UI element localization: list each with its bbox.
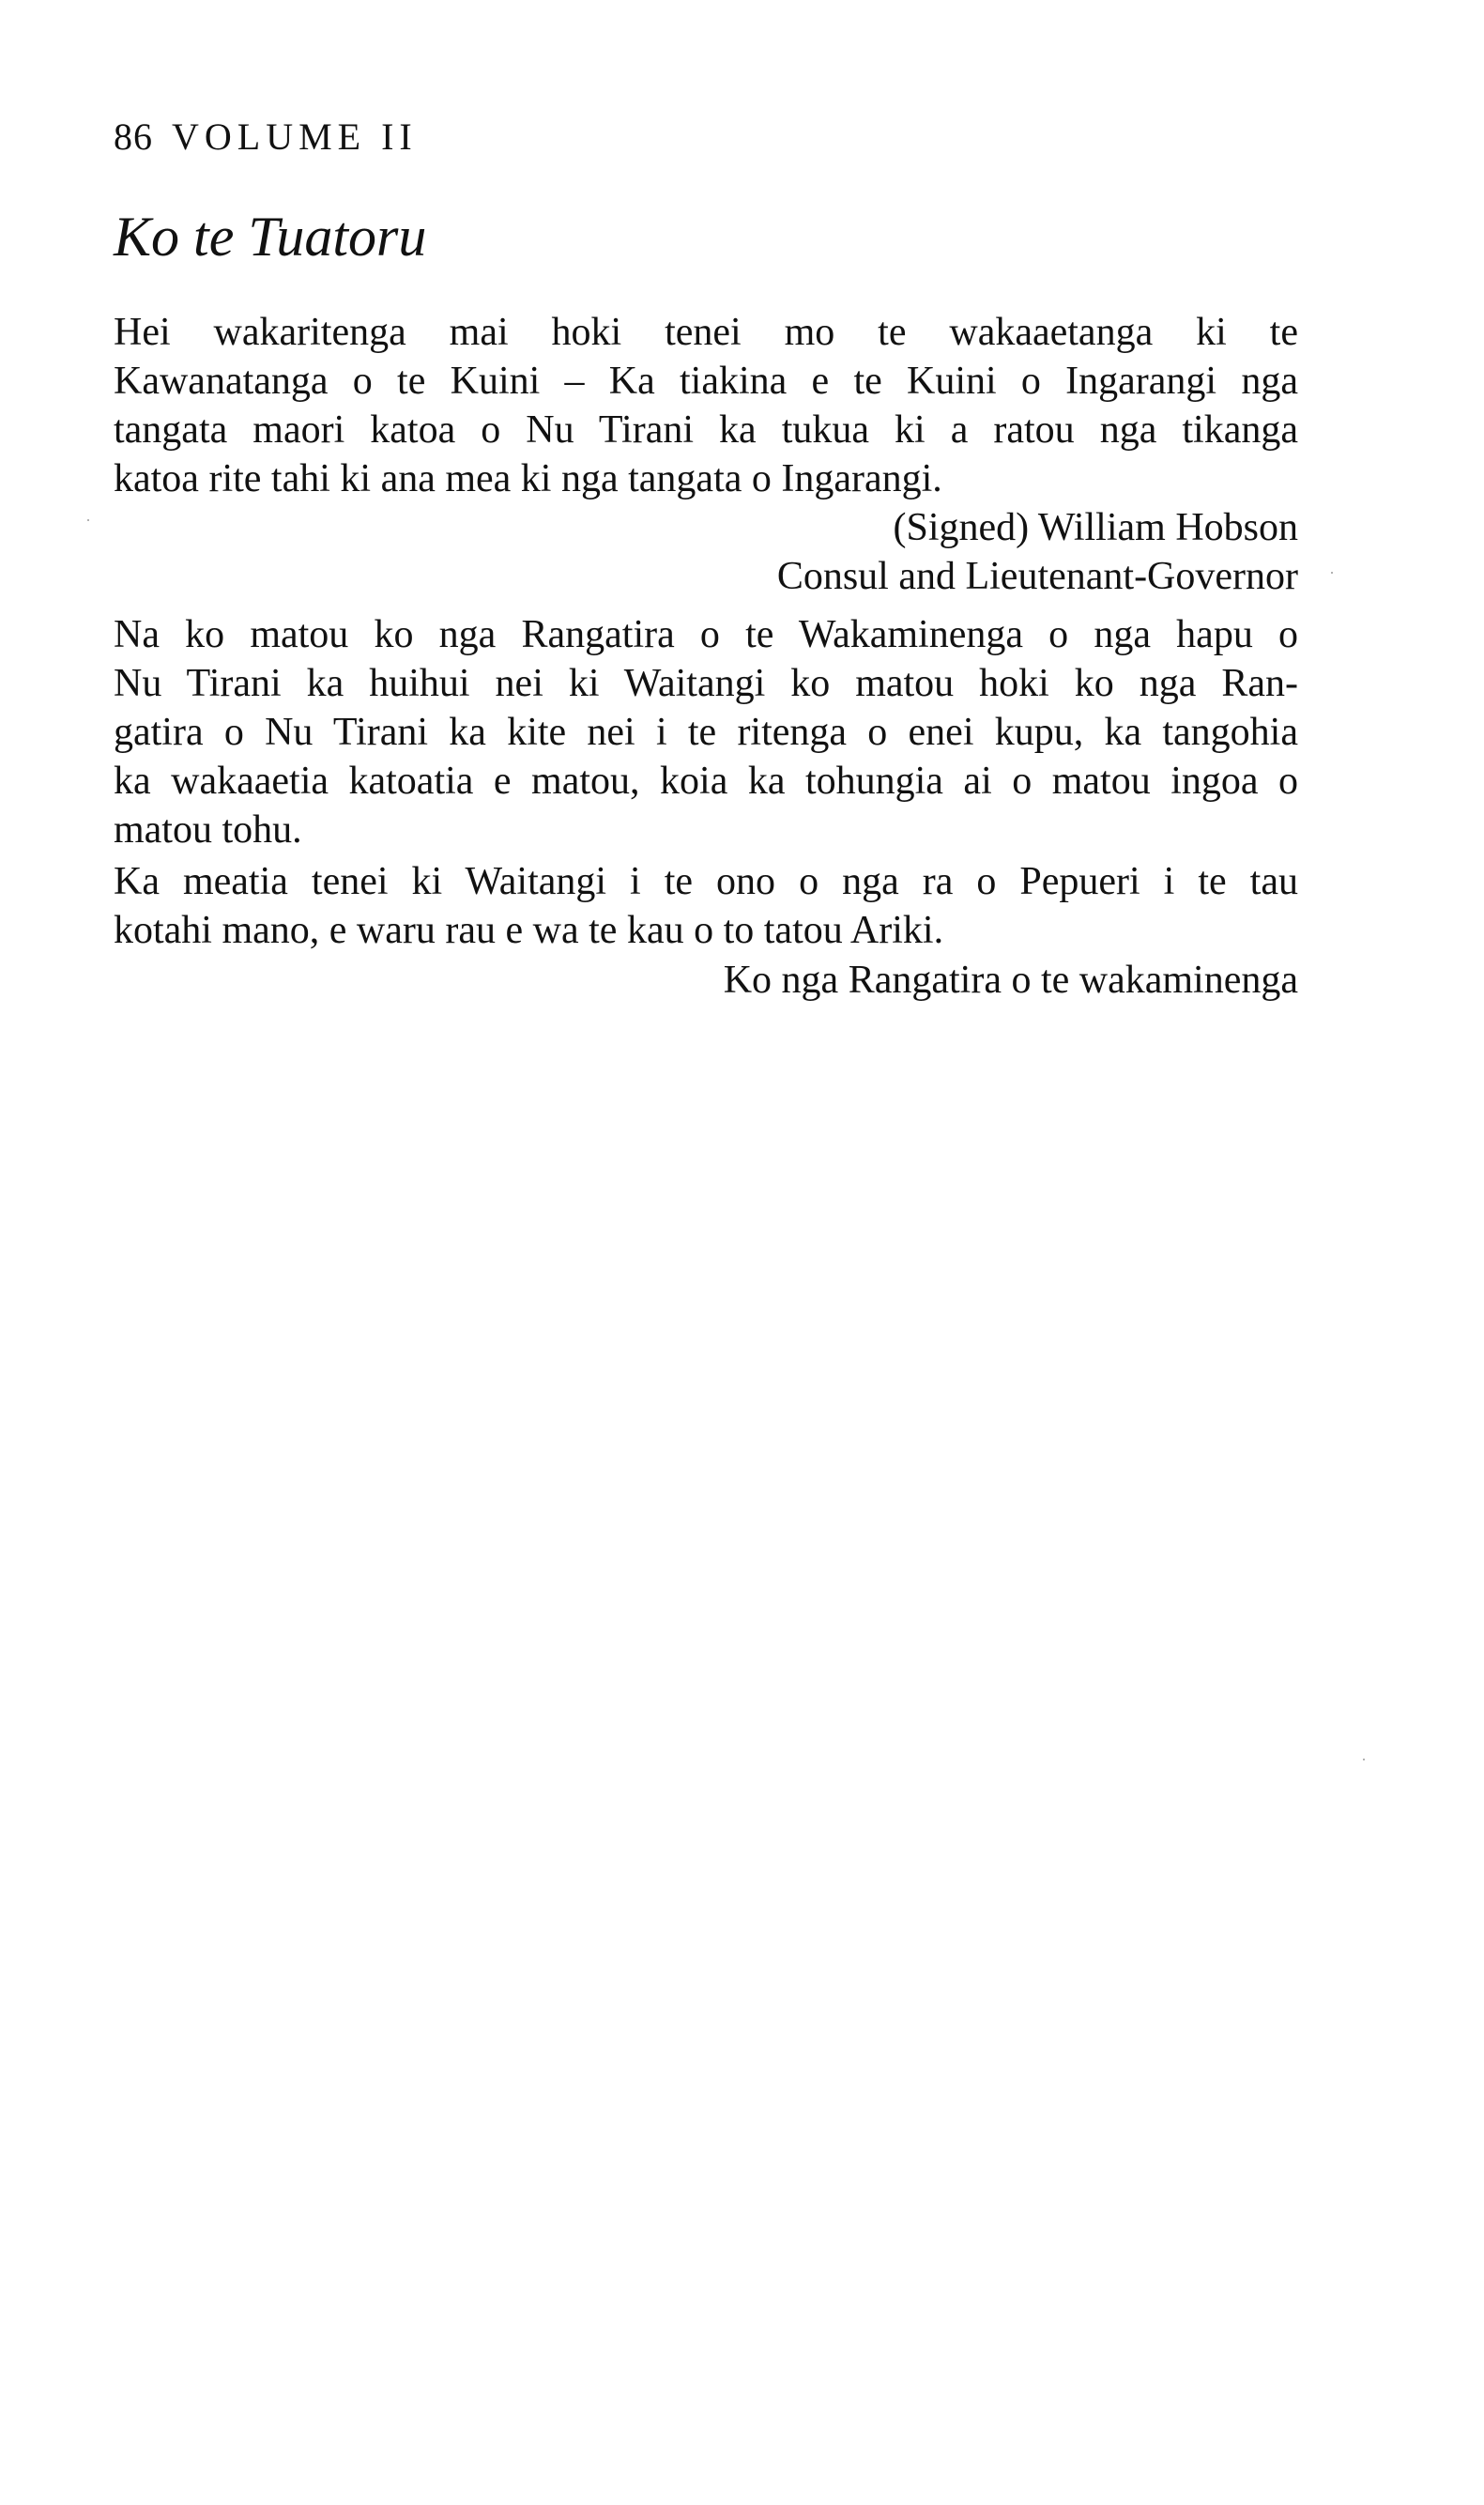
scan-speck [1363,1759,1365,1760]
scan-speck [1331,572,1333,574]
paragraph2-line: Nu Tirani ka huihui nei ki Waitangi ko matou hoki ko nga Ran- [114,662,1298,705]
paragraph2-line: Na ko matou ko nga Rangatira o te Wakaminenga o nga hapu o [114,613,1298,656]
running-title: VOLUME II [172,115,418,158]
paragraph2-line: gatira o Nu Tirani ka kite nei i te ritenga o enei kupu, ka tangohia [114,711,1298,754]
paragraph1-line: Hei wakaritenga mai hoki tenei mo te wakaaetanga ki te [114,311,1298,354]
paragraph3-line: kotahi mano, e waru rau e wa te kau o to tatou Ariki. [114,909,944,952]
closing-line: Ko nga Rangatira o te wakaminenga [723,959,1298,1002]
paragraph1-line: tangata maori katoa o Nu Tirani ka tukua ki a ratou nga tikanga [114,408,1298,452]
signature-title: Consul and Lieutenant-Governor [776,555,1298,598]
signature-name: (Signed) William Hobson [893,506,1298,549]
paragraph3-line: Ka meatia tenei ki Waitangi i te ono o nga ra o Pepueri i te tau [114,860,1298,903]
paragraph2-line: ka wakaaetia katoatia e matou, koia ka tohungia ai o matou ingoa o [114,760,1298,803]
paragraph1-line: katoa rite tahi ki ana mea ki nga tangata o Ingarangi. [114,457,942,500]
section-title: Ko te Tuatoru [114,206,427,268]
paragraph2-line: matou tohu. [114,808,302,852]
paragraph1-line: Kawanatanga o te Kuini – Ka tiakina e te Kuini o Ingarangi nga [114,360,1298,403]
scan-speck [87,519,89,521]
running-header [114,115,418,158]
page-number: 86 [114,115,153,158]
